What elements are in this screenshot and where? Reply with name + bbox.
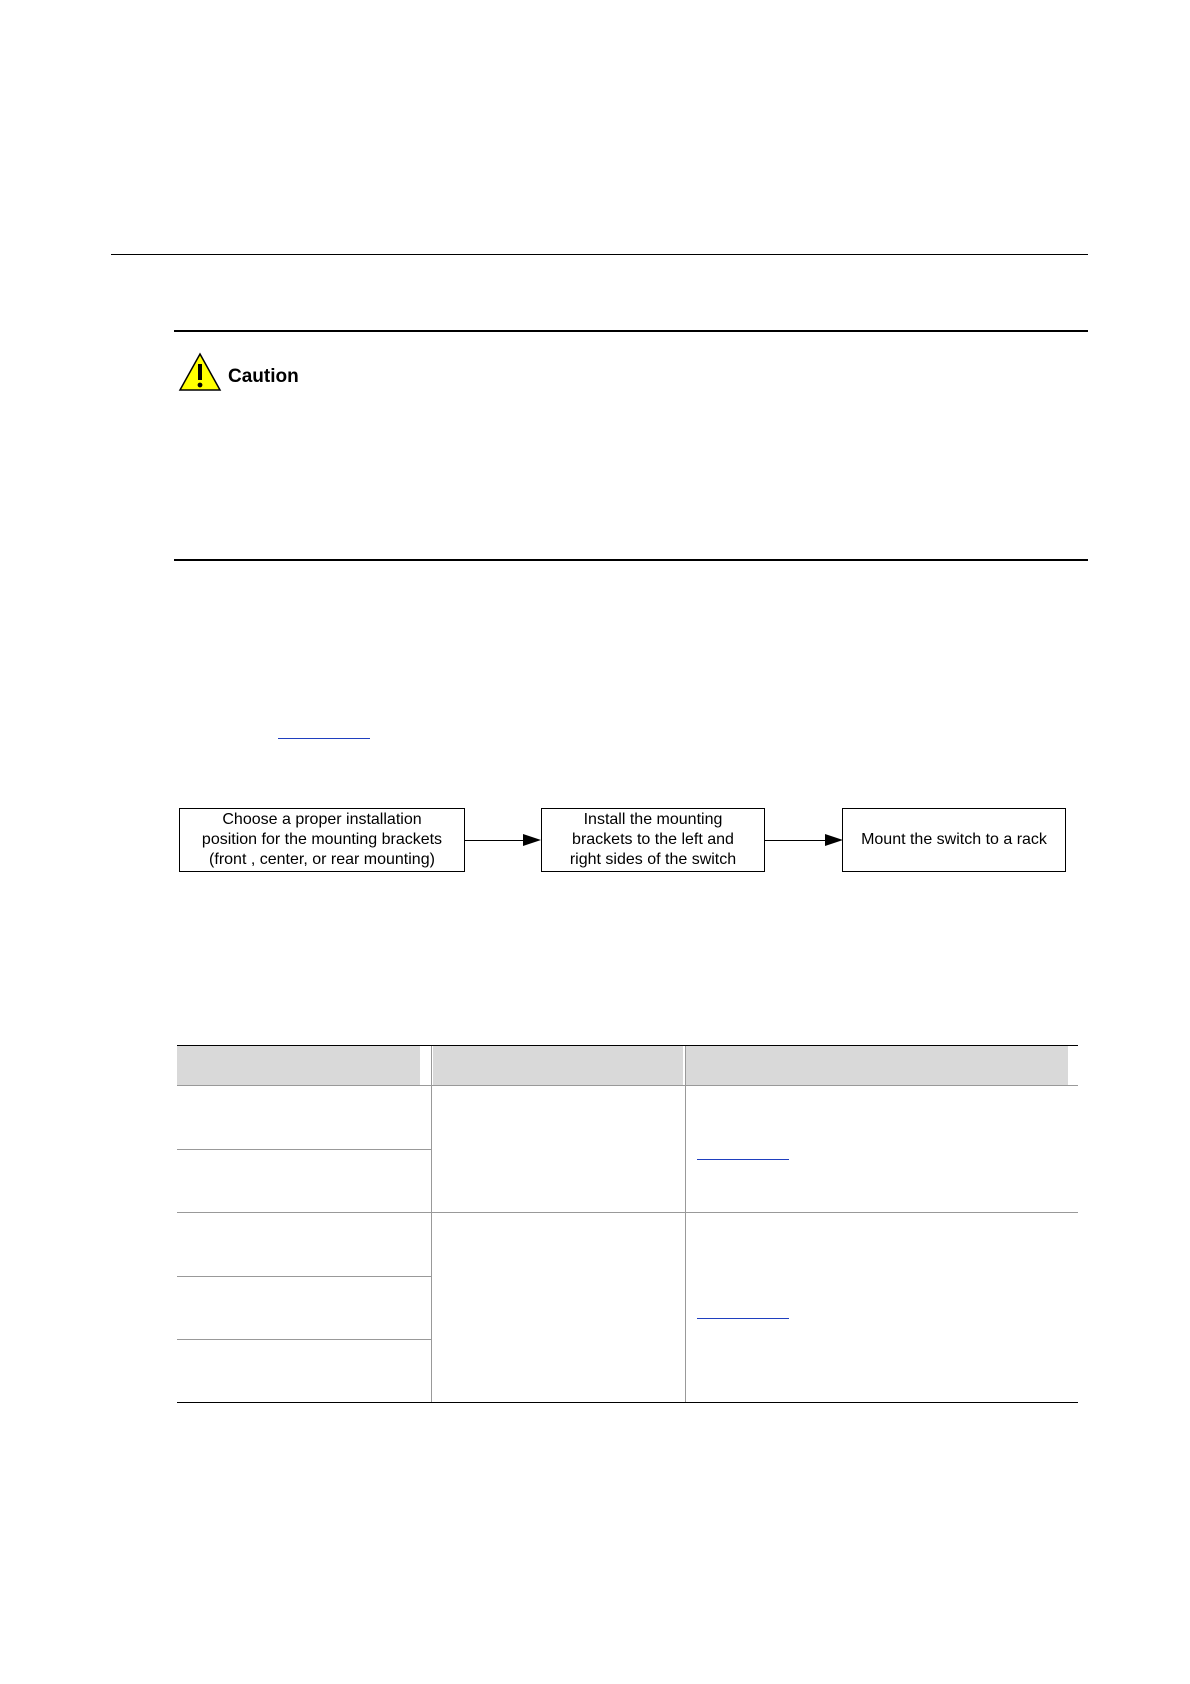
flow-arrow-1-head — [523, 834, 541, 846]
flow-step-1 — [179, 808, 465, 872]
flow-arrow-1 — [465, 840, 525, 841]
table-row-rule — [177, 1149, 431, 1150]
table-link-2[interactable] — [697, 1318, 789, 1319]
table-header-rule — [177, 1085, 1078, 1086]
table-bottom-rule — [177, 1402, 1078, 1403]
table-header-cell-3 — [686, 1046, 1068, 1085]
flow-step-3-line-1: Mount the switch to a rack — [861, 831, 1047, 848]
flow-arrow-2 — [765, 840, 827, 841]
flow-step-2 — [541, 808, 765, 872]
flow-arrow-2-head — [825, 834, 843, 846]
table-col-divider-2 — [685, 1046, 686, 1402]
table-group-rule — [177, 1212, 1078, 1213]
header-rule — [111, 254, 1088, 255]
caution-top-rule — [174, 330, 1088, 332]
flow-step-1-line-3: (front , center, or rear mounting) — [209, 851, 435, 868]
table-row-rule — [177, 1276, 431, 1277]
table-header-cell-2 — [433, 1046, 683, 1085]
flow-step-3 — [842, 808, 1066, 872]
caution-label: Caution — [228, 366, 299, 387]
figure-link[interactable] — [278, 738, 370, 739]
warning-triangle-icon — [178, 352, 222, 392]
flow-step-2-line-3: right sides of the switch — [569, 851, 737, 868]
flow-step-1-line-1: Choose a proper installation — [222, 811, 422, 828]
flow-step-1-line-2: position for the mounting brackets — [201, 831, 443, 848]
flow-step-2-line-2: brackets to the left and — [572, 831, 734, 848]
table-col-divider-1 — [431, 1046, 432, 1402]
table-link-1[interactable] — [697, 1159, 789, 1160]
flow-step-2-line-1: Install the mounting — [583, 811, 723, 828]
table-row-rule — [177, 1339, 431, 1340]
table-header-cell-1 — [177, 1046, 420, 1085]
caution-bottom-rule — [174, 559, 1088, 561]
